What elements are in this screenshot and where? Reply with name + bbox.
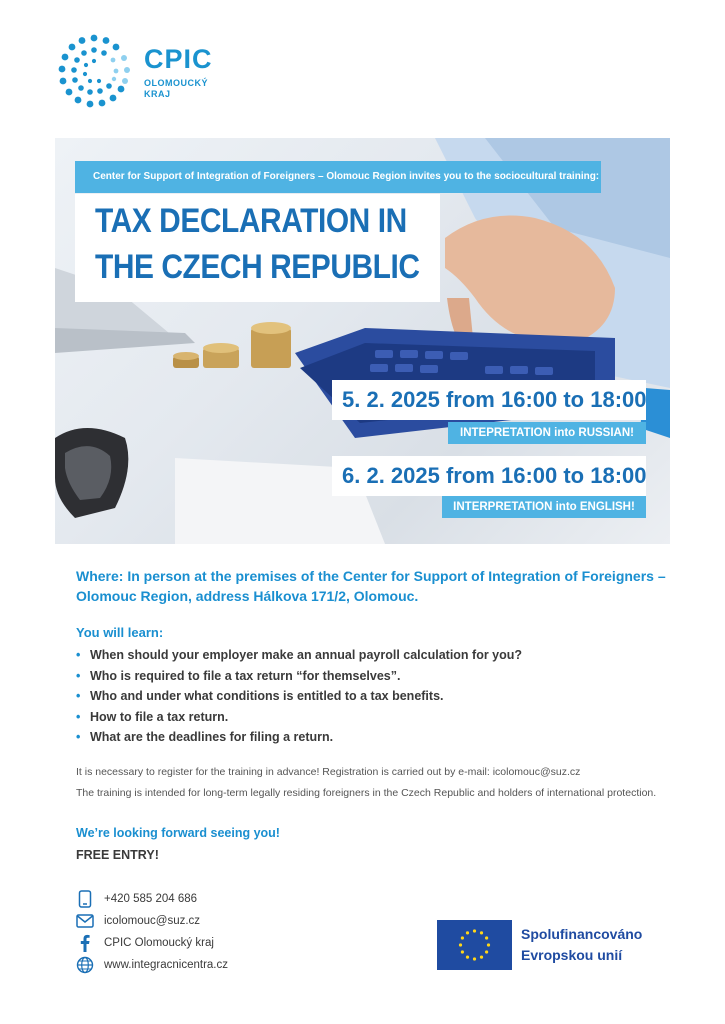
email-text: icolomouc@suz.cz <box>104 915 201 927</box>
mail-icon <box>76 912 94 930</box>
learn-heading: You will learn: <box>76 625 164 640</box>
cpic-dots-icon <box>54 32 134 112</box>
title-line-1: TAX DECLARATION IN <box>95 202 407 240</box>
cpic-logo <box>54 32 234 112</box>
learn-item-text: What are the deadlines for filing a return. <box>90 730 334 744</box>
facebook-icon <box>76 934 94 952</box>
list-item: • What are the deadlines for filing a return. <box>76 730 334 744</box>
title-box <box>75 194 440 302</box>
contact-web[interactable] <box>76 954 228 976</box>
session1-interpretation: INTEPRETATION into RUSSIAN! <box>448 422 646 444</box>
hero-banner <box>55 138 670 544</box>
list-item: • When should your employer make an annual payroll calculation for you? <box>76 648 523 662</box>
learn-list <box>76 645 522 748</box>
eu-cofinanced-badge <box>437 920 677 970</box>
phone-icon <box>76 890 94 908</box>
learn-item-text: Who is required to file a tax return “for themselves”. <box>90 668 401 683</box>
eu-text <box>521 924 642 966</box>
learn-item-text: When should your employer make an annual payroll calculation for you? <box>90 648 523 662</box>
logo-sub-line1: OLOMOUCKÝ <box>144 78 208 88</box>
web-text: www.integracnicentra.cz <box>104 959 228 971</box>
invite-banner: Center for Support of Integration of Foreigners – Olomouc Region invites you to the sociocultural training: <box>75 161 601 193</box>
session2-interpretation: INTERPRETATION into ENGLISH! <box>442 496 646 518</box>
contact-email[interactable] <box>76 910 200 932</box>
eu-line1: Spolufinancováno <box>521 926 643 942</box>
facebook-text: CPIC Olomoucký kraj <box>104 937 214 949</box>
learn-item-text: How to file a tax return. <box>90 709 229 724</box>
logo-title: CPIC <box>144 44 213 74</box>
list-item: • How to file a tax return. <box>76 709 229 724</box>
session2-date: 6. 2. 2025 from 16:00 to 18:00 <box>332 456 646 496</box>
eu-line2: Evropskou unií <box>521 947 623 963</box>
registration-note: It is necessary to register for the training in advance! Registration is carried out by e-mail: icolomouc@suz.cz <box>76 766 581 778</box>
venue-info: Where: In person at the premises of the Center for Support of Integration of Foreigners – Olomouc Region, address Hálkova 171/2, Olomouc. <box>76 568 666 604</box>
free-entry: FREE ENTRY! <box>76 848 159 862</box>
contact-phone[interactable] <box>76 888 197 910</box>
audience-note: The training is intended for long-term legally residing foreigners in the Czech Republic and holders of international protection. <box>76 787 657 799</box>
list-item: • Who is required to file a tax return “for themselves”. <box>76 668 401 683</box>
logo-sub-line2: KRAJ <box>144 89 171 99</box>
learn-item-text: Who and under what conditions is entitled to a tax benefits. <box>90 689 444 703</box>
closing-message: We’re looking forward seeing you! <box>76 826 280 840</box>
globe-icon <box>76 956 94 974</box>
eu-flag-icon <box>437 920 512 970</box>
contact-facebook[interactable] <box>76 932 214 954</box>
session1-date: 5. 2. 2025 from 16:00 to 18:00 <box>332 380 646 420</box>
logo-subtitle <box>144 78 208 100</box>
list-item: • Who and under what conditions is entitled to a tax benefits. <box>76 689 444 703</box>
title-line-2: THE CZECH REPUBLIC <box>95 248 420 286</box>
phone-text: +420 585 204 686 <box>104 893 198 905</box>
